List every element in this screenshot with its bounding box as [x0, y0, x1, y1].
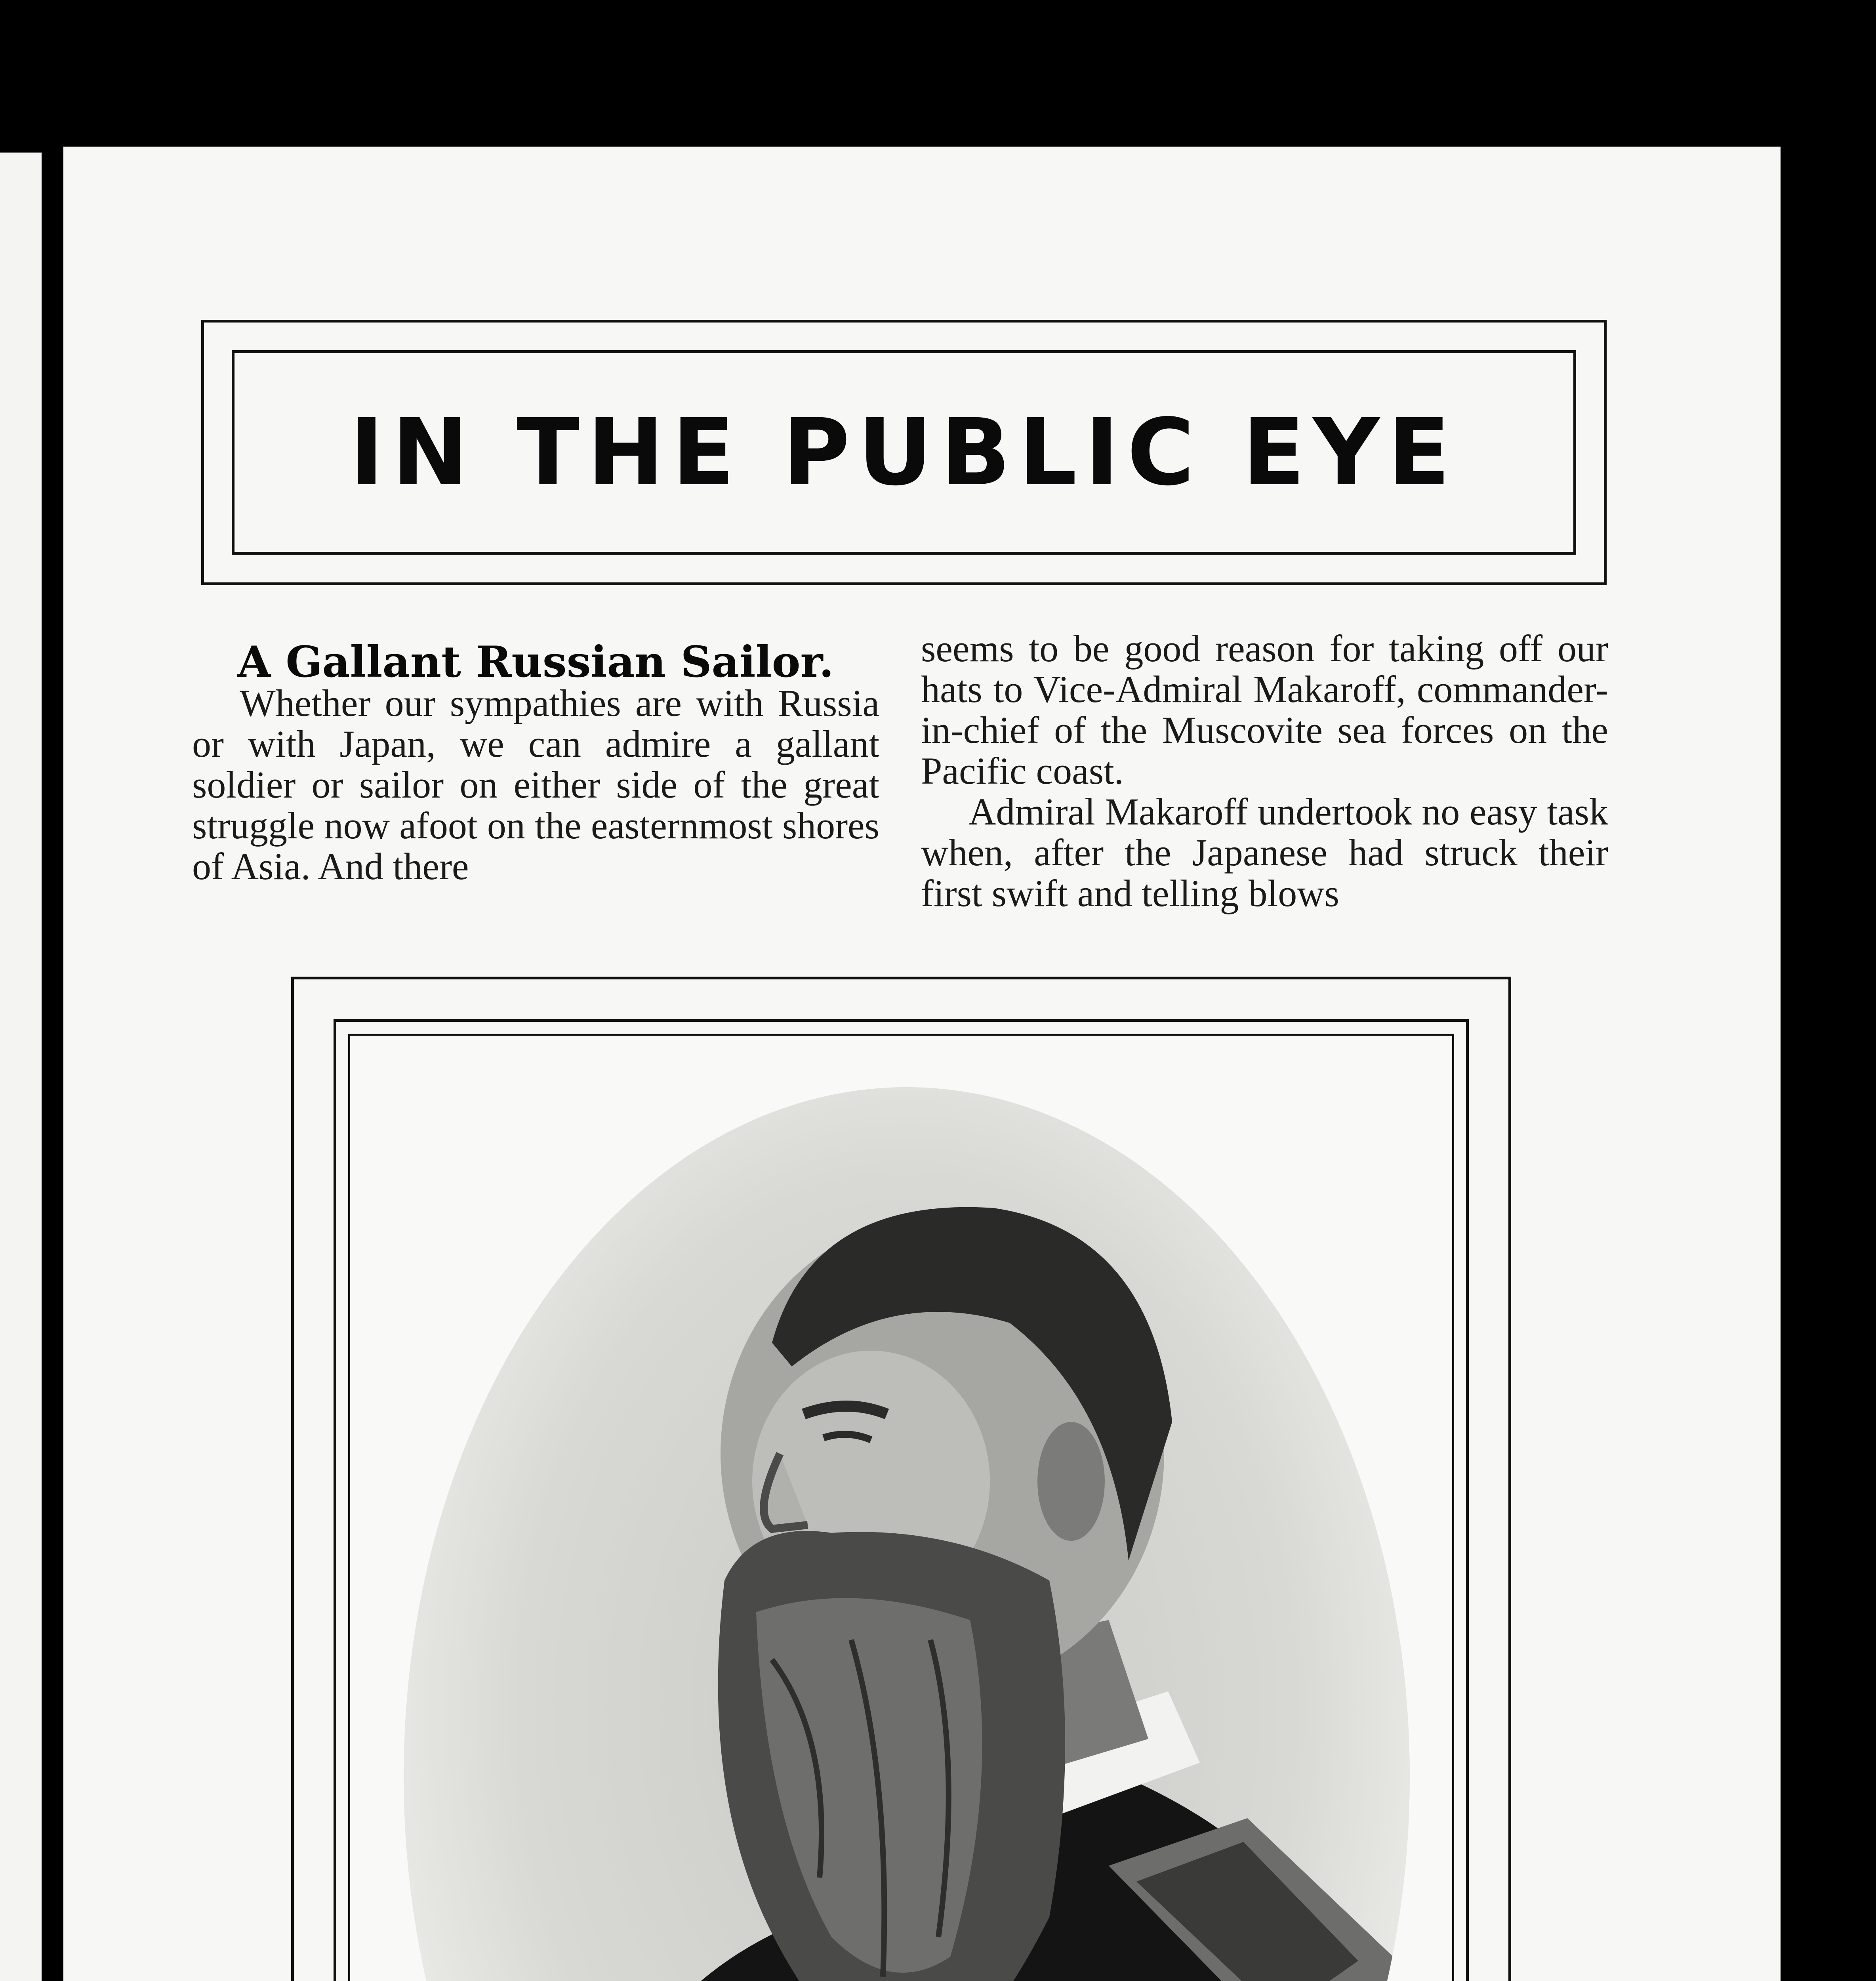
- magazine-page: [63, 147, 1781, 1981]
- portrait-mat: [348, 1034, 1454, 1981]
- article-column-right: [921, 628, 1608, 914]
- article-column-left: [192, 637, 879, 887]
- title-banner-inner: [232, 350, 1576, 555]
- article-paragraph: Admiral Makaroff undertook no easy task when, after the Japanese had struck their first swift and telling blows: [921, 790, 1608, 914]
- portrait-photograph: [376, 1065, 1438, 1981]
- article-heading: A Gallant Russian Sailor.: [237, 637, 834, 687]
- portrait-frame-rule: [334, 1019, 1469, 1981]
- article-paragraph: Whether our sympathies are with Russia or with Japan, we can admire a gallant soldier or sailor on either side of the great struggle now afoot on the easternmost shores of Asia. And there: [192, 682, 879, 887]
- portrait-frame: [291, 977, 1511, 1981]
- article-paragraph: seems to be good reason for taking off our hats to Vice-Admiral Makaroff, commander-in-chief of the Muscovite sea forces on the Pacific coast.: [921, 627, 1608, 792]
- adjacent-page-edge: [0, 153, 42, 1981]
- title-banner: [201, 320, 1607, 585]
- page-title: IN THE PUBLIC EYE: [349, 399, 1458, 506]
